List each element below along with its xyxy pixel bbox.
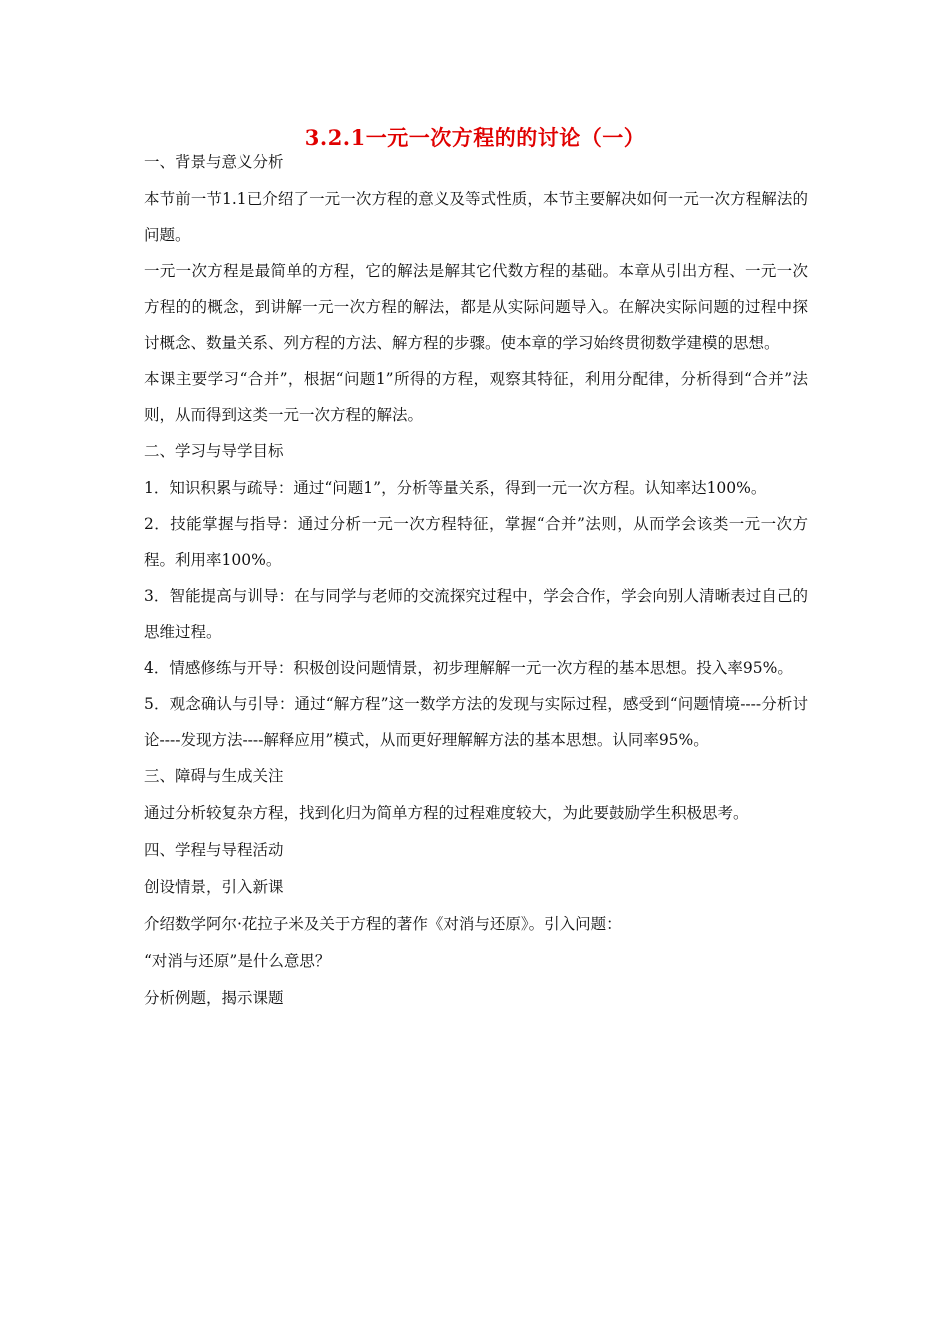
- section-heading-goals: 二、学习与导学目标: [144, 442, 284, 460]
- paragraph-obstacles: 通过分析较复杂方程，找到化归为简单方程的过程难度较大，为此要鼓励学生积极思考。: [144, 804, 749, 822]
- goal-item-knowledge: 1．知识积累与疏导：通过“问题1”，分析等量关系，得到一元一次方程。认知率达100%。: [144, 479, 767, 497]
- activity-line-scenario: 创设情景，引入新课: [144, 878, 284, 896]
- paragraph-importance: 一元一次方程是最简单的方程，它的解法是解其它代数方程的基础。本章从引出方程、一元一次方程的的概念，到讲解一元一次方程的解法，都是从实际问题导入。在解决实际问题的过程中探讨概念、数量关系、列方程的方法、解方程的步骤。使本章的学习始终贯彻数学建模的思想。: [144, 262, 808, 352]
- section-heading-background: 一、背景与意义分析: [144, 153, 284, 171]
- section-heading-activities: 四、学程与导程活动: [144, 841, 284, 859]
- paragraph-intro: 本节前一节1.1已介绍了一元一次方程的意义及等式性质，本节主要解决如何一元一次方程解法的问题。: [144, 190, 808, 244]
- goal-item-concept: 5．观念确认与引导：通过“解方程”这一数学方法的发现与实际过程，感受到“问题情境----分析讨论----发现方法----解释应用”模式，从而更好理解解方法的基本思想。认同率95%。: [144, 695, 808, 749]
- paragraph-lesson-focus: 本课主要学习“合并”，根据“问题1”所得的方程，观察其特征，利用分配律，分析得到“合并”法则，从而得到这类一元一次方程的解法。: [144, 370, 808, 424]
- goal-item-skill: 2．技能掌握与指导：通过分析一元一次方程特征，掌握“合并”法则，从而学会该类一元一次方程。利用率100%。: [144, 515, 808, 569]
- activity-line-question: “对消与还原”是什么意思？: [144, 952, 331, 970]
- goal-item-intelligence: 3．智能提高与训导：在与同学与老师的交流探究过程中，学会合作，学会向别人清晰表过自己的思维过程。: [144, 587, 808, 641]
- activity-line-introduce: 介绍数学阿尔·花拉子米及关于方程的著作《对消与还原》。引入问题：: [144, 915, 622, 933]
- section-heading-obstacles: 三、障碍与生成关注: [144, 767, 284, 785]
- document-title: 3.2.1一元一次方程的的讨论（一）: [304, 125, 646, 150]
- document-body: [144, 152, 808, 1025]
- goal-item-emotion: 4．情感修练与开导：积极创设问题情景，初步理解解一元一次方程的基本思想。投入率95%。: [144, 659, 793, 677]
- activity-line-analysis: 分析例题，揭示课题: [144, 989, 284, 1007]
